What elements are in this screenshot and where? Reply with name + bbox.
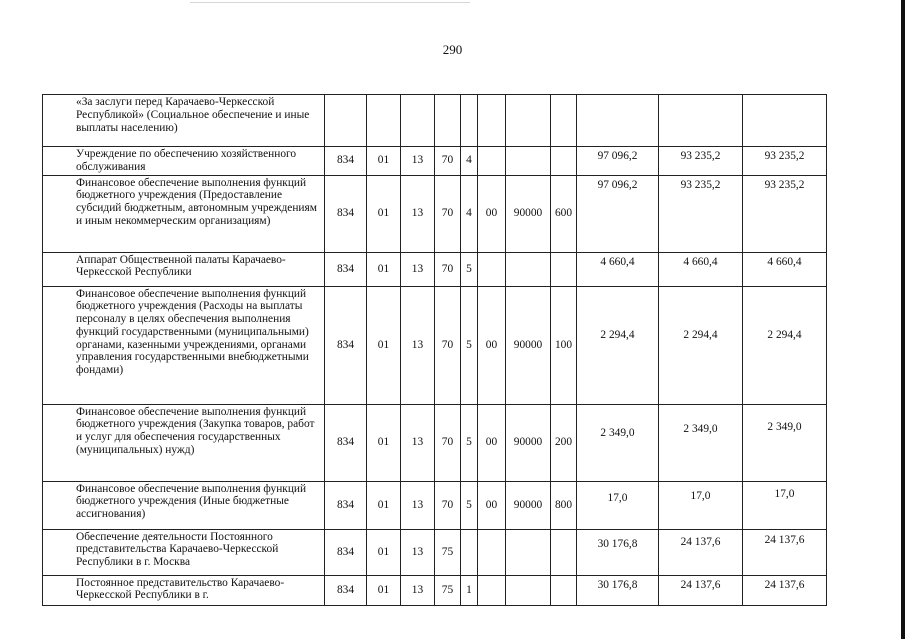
cell-sum-3: 2 294,4 bbox=[743, 286, 827, 404]
row-description: Учреждение по обеспечению хозяйственного обслуживания bbox=[43, 147, 325, 176]
cell-main-event: 00 bbox=[478, 481, 506, 529]
cell-code: 834 bbox=[325, 575, 367, 605]
cell-sum-1: 4 660,4 bbox=[577, 252, 659, 286]
cell-sum-1: 97 096,2 bbox=[577, 147, 659, 176]
cell-sum-3 bbox=[743, 95, 827, 147]
table-row bbox=[43, 529, 827, 575]
cell-sum-2: 24 137,6 bbox=[659, 529, 743, 575]
cell-sum-1: 97 096,2 bbox=[577, 175, 659, 252]
table-row bbox=[43, 481, 827, 529]
row-description: Обеспечение деятельности Постоянного представительства Карачаево-Черкесской Республики в г. Москва bbox=[43, 529, 325, 575]
cell-subprogram bbox=[461, 529, 478, 575]
cell-subprogram: 1 bbox=[461, 575, 478, 605]
cell-sum-2: 4 660,4 bbox=[659, 252, 743, 286]
cell-code: 834 bbox=[325, 175, 367, 252]
cell-main-event bbox=[478, 575, 506, 605]
cell-expense-type: 600 bbox=[551, 175, 577, 252]
cell-expense-type bbox=[551, 529, 577, 575]
cell-sum-3: 24 137,6 bbox=[743, 575, 827, 605]
cell-sum-3: 93 235,2 bbox=[743, 147, 827, 176]
cell-sum-2: 2 349,0 bbox=[659, 404, 743, 481]
cell-sum-3: 4 660,4 bbox=[743, 252, 827, 286]
table-row bbox=[43, 95, 827, 147]
cell-sum-3: 2 349,0 bbox=[743, 404, 827, 481]
row-description: Аппарат Общественной палаты Карачаево-Черкесской Республики bbox=[43, 252, 325, 286]
cell-section bbox=[367, 95, 401, 147]
cell-direction bbox=[506, 252, 551, 286]
cell-main-event bbox=[478, 252, 506, 286]
table-row bbox=[43, 575, 827, 605]
cell-sum-3: 24 137,6 bbox=[743, 529, 827, 575]
cell-section: 01 bbox=[367, 286, 401, 404]
cell-program: 70 bbox=[435, 481, 461, 529]
scan-artifact bbox=[190, 2, 470, 3]
table-row bbox=[43, 147, 827, 176]
cell-sum-2: 2 294,4 bbox=[659, 286, 743, 404]
cell-sum-1: 2 349,0 bbox=[577, 404, 659, 481]
cell-code: 834 bbox=[325, 147, 367, 176]
cell-direction bbox=[506, 95, 551, 147]
cell-sum-2: 17,0 bbox=[659, 481, 743, 529]
cell-code: 834 bbox=[325, 286, 367, 404]
cell-sum-3: 17,0 bbox=[743, 481, 827, 529]
cell-sum-2: 93 235,2 bbox=[659, 175, 743, 252]
cell-main-event bbox=[478, 95, 506, 147]
cell-subprogram: 5 bbox=[461, 481, 478, 529]
budget-table bbox=[42, 94, 827, 606]
cell-sum-3: 93 235,2 bbox=[743, 175, 827, 252]
cell-section: 01 bbox=[367, 404, 401, 481]
cell-section: 01 bbox=[367, 175, 401, 252]
cell-section: 01 bbox=[367, 147, 401, 176]
cell-code: 834 bbox=[325, 529, 367, 575]
cell-code: 834 bbox=[325, 404, 367, 481]
cell-subprogram: 5 bbox=[461, 252, 478, 286]
cell-program bbox=[435, 95, 461, 147]
cell-subprogram: 4 bbox=[461, 175, 478, 252]
cell-program: 70 bbox=[435, 286, 461, 404]
cell-expense-type bbox=[551, 95, 577, 147]
cell-code bbox=[325, 95, 367, 147]
row-description: Финансовое обеспечение выполнения функций бюджетного учреждения (Расходы на выплаты персоналу в целях обеспечения выполнения функций государственными (муниципальными) органами, казенными учреждениями, органами управления государственными внебюджетными фондами) bbox=[43, 286, 325, 404]
cell-direction bbox=[506, 575, 551, 605]
cell-subsection: 13 bbox=[401, 252, 435, 286]
cell-direction bbox=[506, 529, 551, 575]
row-description: «За заслуги перед Карачаево-Черкесской Республикой» (Социальное обеспечение и иные выплаты населению) bbox=[43, 95, 325, 147]
cell-sum-1: 2 294,4 bbox=[577, 286, 659, 404]
cell-direction: 90000 bbox=[506, 404, 551, 481]
cell-subsection: 13 bbox=[401, 481, 435, 529]
cell-expense-type: 800 bbox=[551, 481, 577, 529]
row-description: Финансовое обеспечение выполнения функций бюджетного учреждения (Иные бюджетные ассигнования) bbox=[43, 481, 325, 529]
cell-sum-1: 17,0 bbox=[577, 481, 659, 529]
cell-expense-type bbox=[551, 252, 577, 286]
cell-direction: 90000 bbox=[506, 481, 551, 529]
cell-main-event bbox=[478, 529, 506, 575]
cell-subsection bbox=[401, 95, 435, 147]
table-row bbox=[43, 252, 827, 286]
cell-subsection: 13 bbox=[401, 175, 435, 252]
row-description: Финансовое обеспечение выполнения функций бюджетного учреждения (Предоставление субсидий бюджетным, автономным учреждениям и иным некоммерческим организациям) bbox=[43, 175, 325, 252]
cell-program: 70 bbox=[435, 252, 461, 286]
cell-section: 01 bbox=[367, 252, 401, 286]
cell-subprogram: 5 bbox=[461, 286, 478, 404]
cell-section: 01 bbox=[367, 575, 401, 605]
cell-direction: 90000 bbox=[506, 175, 551, 252]
cell-sum-1 bbox=[577, 95, 659, 147]
cell-code: 834 bbox=[325, 481, 367, 529]
cell-program: 70 bbox=[435, 147, 461, 176]
cell-subsection: 13 bbox=[401, 286, 435, 404]
table-row bbox=[43, 404, 827, 481]
cell-subprogram: 4 bbox=[461, 147, 478, 176]
page-number: 290 bbox=[442, 42, 463, 57]
cell-direction bbox=[506, 147, 551, 176]
cell-expense-type: 200 bbox=[551, 404, 577, 481]
row-description: Постоянное представительство Карачаево-Черкесской Республики в г. bbox=[43, 575, 325, 605]
cell-main-event: 00 bbox=[478, 404, 506, 481]
cell-subsection: 13 bbox=[401, 575, 435, 605]
cell-subprogram bbox=[461, 95, 478, 147]
cell-section: 01 bbox=[367, 529, 401, 575]
cell-sum-1: 30 176,8 bbox=[577, 529, 659, 575]
cell-sum-2: 93 235,2 bbox=[659, 147, 743, 176]
cell-program: 70 bbox=[435, 175, 461, 252]
cell-direction: 90000 bbox=[506, 286, 551, 404]
cell-program: 75 bbox=[435, 575, 461, 605]
cell-program: 70 bbox=[435, 404, 461, 481]
cell-expense-type bbox=[551, 147, 577, 176]
cell-code: 834 bbox=[325, 252, 367, 286]
cell-section: 01 bbox=[367, 481, 401, 529]
cell-sum-1: 30 176,8 bbox=[577, 575, 659, 605]
cell-subprogram: 5 bbox=[461, 404, 478, 481]
cell-expense-type bbox=[551, 575, 577, 605]
cell-program: 75 bbox=[435, 529, 461, 575]
cell-subsection: 13 bbox=[401, 404, 435, 481]
cell-sum-2: 24 137,6 bbox=[659, 575, 743, 605]
cell-subsection: 13 bbox=[401, 529, 435, 575]
scan-edge bbox=[901, 0, 905, 639]
row-description: Финансовое обеспечение выполнения функций бюджетного учреждения (Закупка товаров, работ и услуг для обеспечения государственных (муниципальных) нужд) bbox=[43, 404, 325, 481]
table-row bbox=[43, 175, 827, 252]
cell-sum-2 bbox=[659, 95, 743, 147]
cell-expense-type: 100 bbox=[551, 286, 577, 404]
table-row bbox=[43, 286, 827, 404]
cell-main-event: 00 bbox=[478, 286, 506, 404]
cell-subsection: 13 bbox=[401, 147, 435, 176]
cell-main-event: 00 bbox=[478, 175, 506, 252]
cell-main-event bbox=[478, 147, 506, 176]
